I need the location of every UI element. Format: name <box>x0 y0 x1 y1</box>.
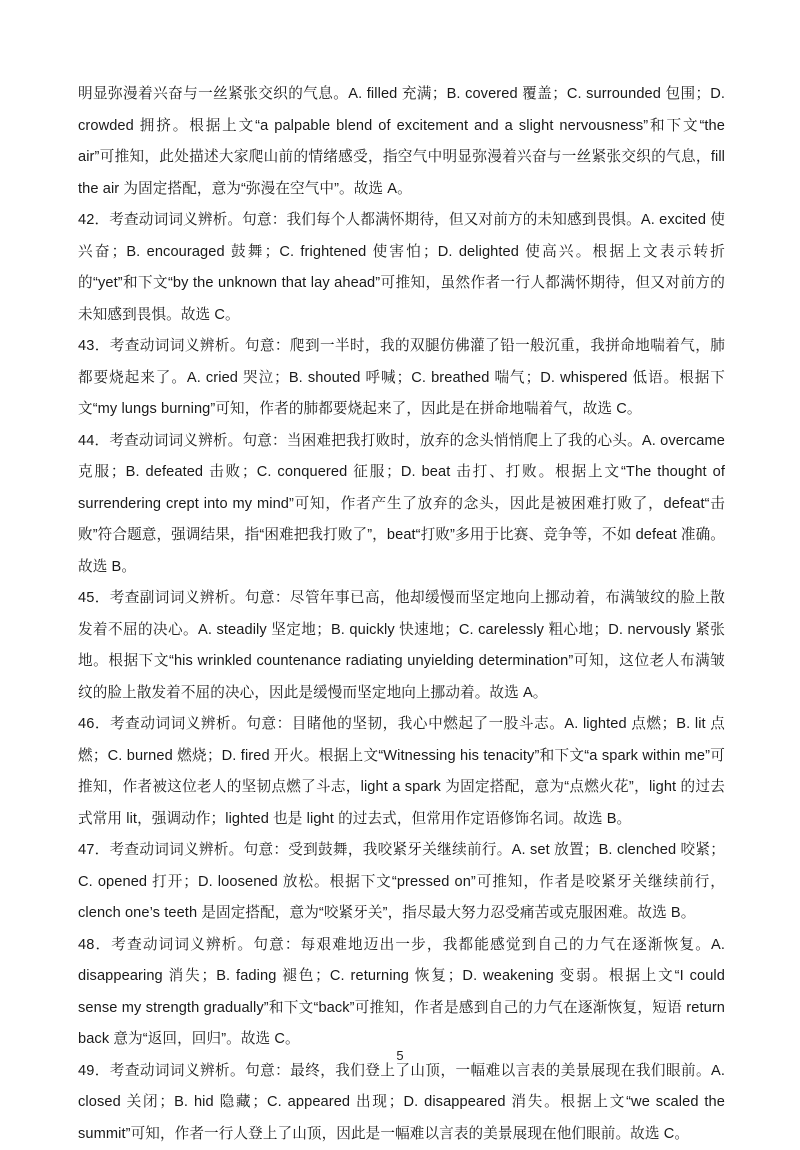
explanation-42: 42．考查动词词义辨析。句意：我们每个人都满怀期待，但又对前方的未知感到畏惧。A. excited 使兴奋；B. encouraged 鼓舞；C. frightened 使害怕；D. delighted 使高兴。根据上文表示转折的“yet”和下文“by the unknown that lay ahead”可推知，虽然作者一行人都满怀期待，但又对前方的未知感到畏惧。故选 C。 <box>78 205 725 331</box>
explanation-41-continued: 明显弥漫着兴奋与一丝紧张交织的气息。A. filled 充满；B. covered 覆盖；C. surrounded 包围；D. crowded 拥挤。根据上文“a palpable blend of excitement and a slight nervousness”和下文“the air”可推知，此处描述大家爬山前的情绪感受，指空气中明显弥漫着兴奋与一丝紧张交织的气息，fill the air 为固定搭配，意为“弥漫在空气中”。故选 A。 <box>78 79 725 205</box>
explanation-46: 46．考查动词词义辨析。句意：目睹他的坚韧，我心中燃起了一股斗志。A. lighted 点燃；B. lit 点燃；C. burned 燃烧；D. fired 开火。根据上文“Witnessing his tenacity”和下文“a spark within me”可推知，作者被这位老人的坚韧点燃了斗志，light a spark 为固定搭配，意为“点燃火花”，light 的过去式常用 lit，强调动作；lighted 也是 light 的过去式，但常用作定语修饰名词。故选 B。 <box>78 709 725 835</box>
explanation-44: 44．考查动词词义辨析。句意：当困难把我打败时，放弃的念头悄悄爬上了我的心头。A. overcame 克服；B. defeated 击败；C. conquered 征服；D. beat 击打、打败。根据上文“The thought of surrendering crept into my mind”可知，作者产生了放弃的念头，因此是被困难打败了，defeat“击败”符合题意，强调结果，指“困难把我打败了”，beat“打败”多用于比赛、竞争等，不如 defeat 准确。故选 B。 <box>78 426 725 584</box>
explanation-43: 43．考查动词词义辨析。句意：爬到一半时，我的双腿仿佛灌了铅一般沉重，我拼命地喘着气，肺都要烧起来了。A. cried 哭泣；B. shouted 呼喊；C. breathed 喘气；D. whispered 低语。根据下文“my lungs burning”可知，作者的肺都要烧起来了，因此是在拼命地喘着气，故选 C。 <box>78 331 725 426</box>
explanation-45: 45．考查副词词义辨析。句意：尽管年事已高，他却缓慢而坚定地向上挪动着，布满皱纹的脸上散发着不屈的决心。A. steadily 坚定地；B. quickly 快速地；C. carelessly 粗心地；D. nervously 紧张地。根据下文“his wrinkled countenance radiating unyielding determination”可知，这位老人布满皱纹的脸上散发着不屈的决心，因此是缓慢而坚定地向上挪动着。故选 A。 <box>78 583 725 709</box>
explanation-47: 47．考查动词词义辨析。句意：受到鼓舞，我咬紧牙关继续前行。A. set 放置；B. clenched 咬紧；C. opened 打开；D. loosened 放松。根据下文“pressed on”可推知，作者是咬紧牙关继续前行，clench one’s teeth 是固定搭配，意为“咬紧牙关”，指尽最大努力忍受痛苦或克服困难。故选 B。 <box>78 835 725 930</box>
page-number: 5 <box>0 1048 800 1063</box>
explanation-48: 48．考查动词词义辨析。句意：每艰难地迈出一步，我都能感觉到自己的力气在逐渐恢复。A. disappearing 消失；B. fading 褪色；C. returning 恢复；D. weakening 变弱。根据上文“I could sense my strength gradually”和下文“back”可推知，作者是感到自己的力气在逐渐恢复，短语 return back 意为“返回，回归”。故选 C。 <box>78 930 725 1056</box>
explanation-49: 49．考查动词词义辨析。句意：最终，我们登上了山顶，一幅难以言表的美景展现在我们眼前。A. closed 关闭；B. hid 隐藏；C. appeared 出现；D. disappeared 消失。根据上文“we scaled the summit”可知，作者一行人登上了山顶，因此是一幅难以言表的美景展现在他们眼前。故选 C。 <box>78 1056 725 1150</box>
answer-explanations <box>78 79 725 1150</box>
